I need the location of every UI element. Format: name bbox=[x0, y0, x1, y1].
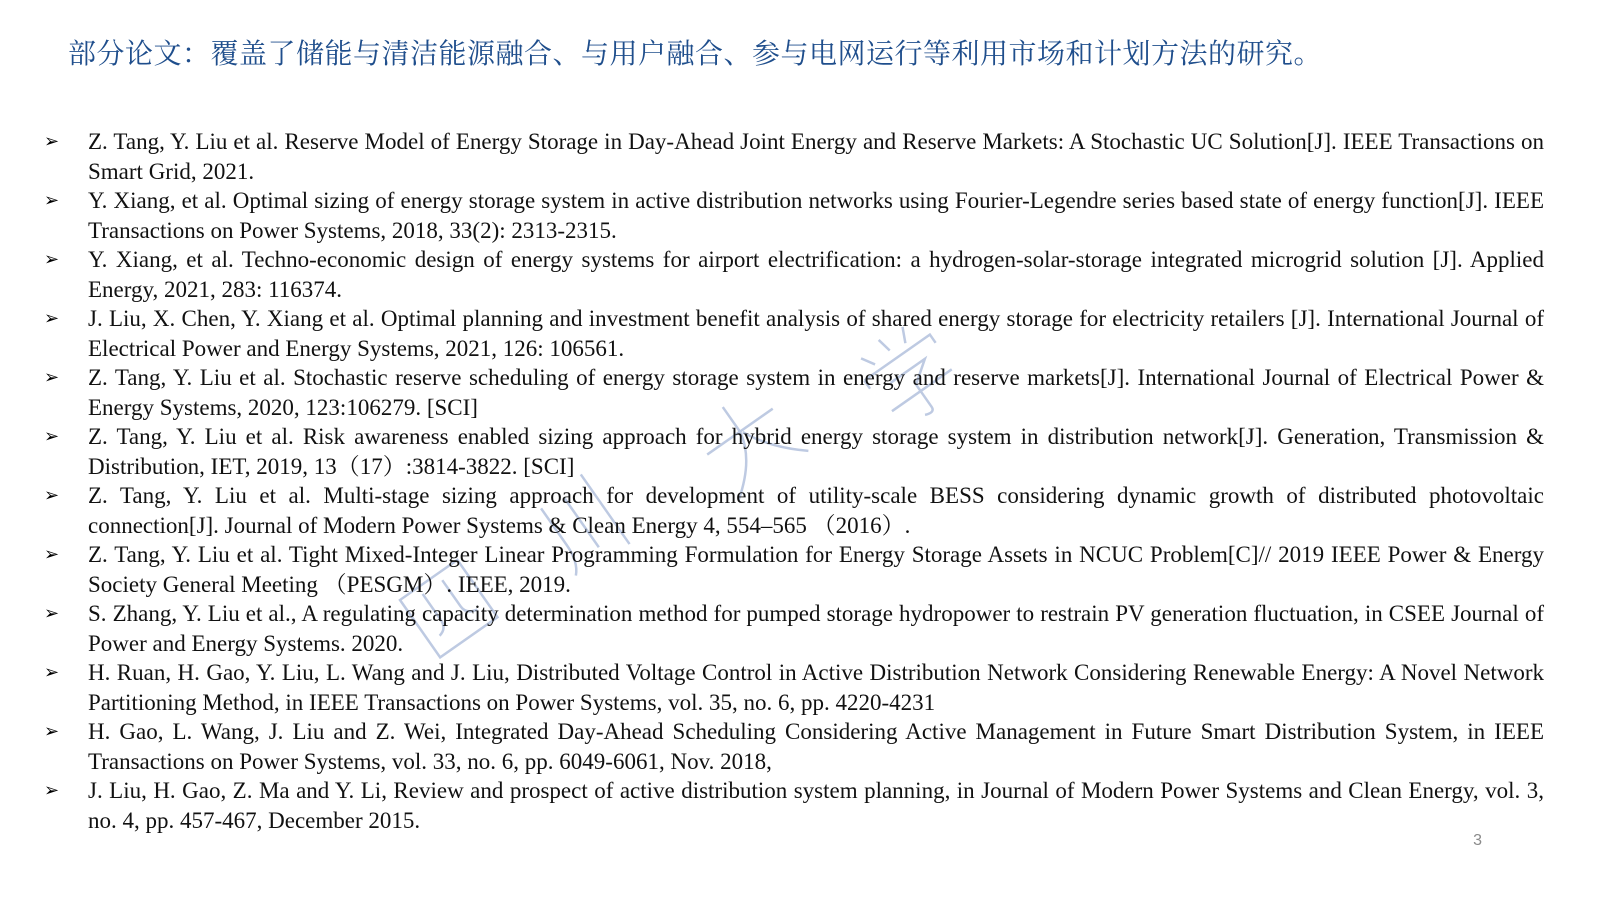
reference-item bbox=[44, 717, 1544, 776]
bullet-arrow-icon: ➢ bbox=[44, 780, 60, 801]
reference-text: S. Zhang, Y. Liu et al., A regulating capacity determination method for pumped storage hydropower to restrain PV generation fluctuation, in CSEE Journal of Power and Energy Systems. 2020. bbox=[88, 601, 1544, 656]
reference-item bbox=[44, 304, 1544, 363]
reference-text: H. Ruan, H. Gao, Y. Liu, L. Wang and J. Liu, Distributed Voltage Control in Active Distribution Network Considering Renewable Energy: A Novel Network Partitioning Method, in IEEE Transactions on Power Systems, vol. 35, no. 6, pp. 4220-4231 bbox=[88, 660, 1544, 715]
bullet-arrow-icon: ➢ bbox=[44, 603, 60, 624]
reference-item bbox=[44, 540, 1544, 599]
slide-title: 部分论文：覆盖了储能与清洁能源融合、与用户融合、参与电网运行等利用市场和计划方法的研究。 bbox=[68, 37, 1323, 70]
reference-text: Z. Tang, Y. Liu et al. Stochastic reserve scheduling of energy storage system in energy and reserve markets[J]. International Journal of Electrical Power & Energy Systems, 2020, 123:106279. [SCI] bbox=[88, 365, 1544, 420]
bullet-arrow-icon: ➢ bbox=[44, 190, 60, 211]
reference-text: Z. Tang, Y. Liu et al. Risk awareness enabled sizing approach for hybrid energy storage system in distribution network[J]. Generation, Transmission & Distribution, IET, 2019, 13（17）:3814-3822. [SCI] bbox=[88, 424, 1544, 479]
reference-text: J. Liu, H. Gao, Z. Ma and Y. Li, Review and prospect of active distribution system planning, in Journal of Modern Power Systems and Clean Energy, vol. 3, no. 4, pp. 457-467, December 2015. bbox=[88, 778, 1544, 833]
bullet-arrow-icon: ➢ bbox=[44, 308, 60, 329]
reference-item bbox=[44, 481, 1544, 540]
bullet-arrow-icon: ➢ bbox=[44, 426, 60, 447]
reference-text: H. Gao, L. Wang, J. Liu and Z. Wei, Integrated Day-Ahead Scheduling Considering Active Management in Future Smart Distribution System, in IEEE Transactions on Power Systems, vol. 33, no. 6, pp. 6049-6061, Nov. 2018, bbox=[88, 719, 1544, 774]
page-number: 3 bbox=[1473, 832, 1482, 849]
reference-item bbox=[44, 186, 1544, 245]
reference-text: Y. Xiang, et al. Optimal sizing of energy storage system in active distribution networks using Fourier-Legendre series based state of energy function[J]. IEEE Transactions on Power Systems, 2018, 33(2): 2313-2315. bbox=[88, 188, 1544, 243]
bullet-arrow-icon: ➢ bbox=[44, 544, 60, 565]
reference-text: Z. Tang, Y. Liu et al. Reserve Model of Energy Storage in Day-Ahead Joint Energy and Reserve Markets: A Stochastic UC Solution[J]. IEEE Transactions on Smart Grid, 2021. bbox=[88, 129, 1544, 184]
bullet-arrow-icon: ➢ bbox=[44, 721, 60, 742]
reference-item bbox=[44, 363, 1544, 422]
reference-item bbox=[44, 776, 1544, 835]
reference-list bbox=[44, 127, 1544, 835]
bullet-arrow-icon: ➢ bbox=[44, 367, 60, 388]
reference-item bbox=[44, 658, 1544, 717]
bullet-arrow-icon: ➢ bbox=[44, 131, 60, 152]
reference-item bbox=[44, 127, 1544, 186]
bullet-arrow-icon: ➢ bbox=[44, 249, 60, 270]
reference-text: Y. Xiang, et al. Techno-economic design of energy systems for airport electrification: a hydrogen-solar-storage integrated microgrid solution [J]. Applied Energy, 2021, 283: 116374. bbox=[88, 247, 1544, 302]
reference-text: Z. Tang, Y. Liu et al. Tight Mixed-Integer Linear Programming Formulation for Energy Storage Assets in NCUC Problem[C]// 2019 IEEE Power & Energy Society General Meeting （PESGM）. IEEE, 2019. bbox=[88, 542, 1544, 597]
bullet-arrow-icon: ➢ bbox=[44, 485, 60, 506]
reference-item bbox=[44, 245, 1544, 304]
reference-text: Z. Tang, Y. Liu et al. Multi-stage sizing approach for development of utility-scale BESS considering dynamic growth of distributed photovoltaic connection[J]. Journal of Modern Power Systems & Clean Energy 4, 554–565 （2016）. bbox=[88, 483, 1544, 538]
reference-item bbox=[44, 422, 1544, 481]
bullet-arrow-icon: ➢ bbox=[44, 662, 60, 683]
reference-item bbox=[44, 599, 1544, 658]
reference-text: J. Liu, X. Chen, Y. Xiang et al. Optimal planning and investment benefit analysis of shared energy storage for electricity retailers [J]. International Journal of Electrical Power and Energy Systems, 2021, 126: 106561. bbox=[88, 306, 1544, 361]
